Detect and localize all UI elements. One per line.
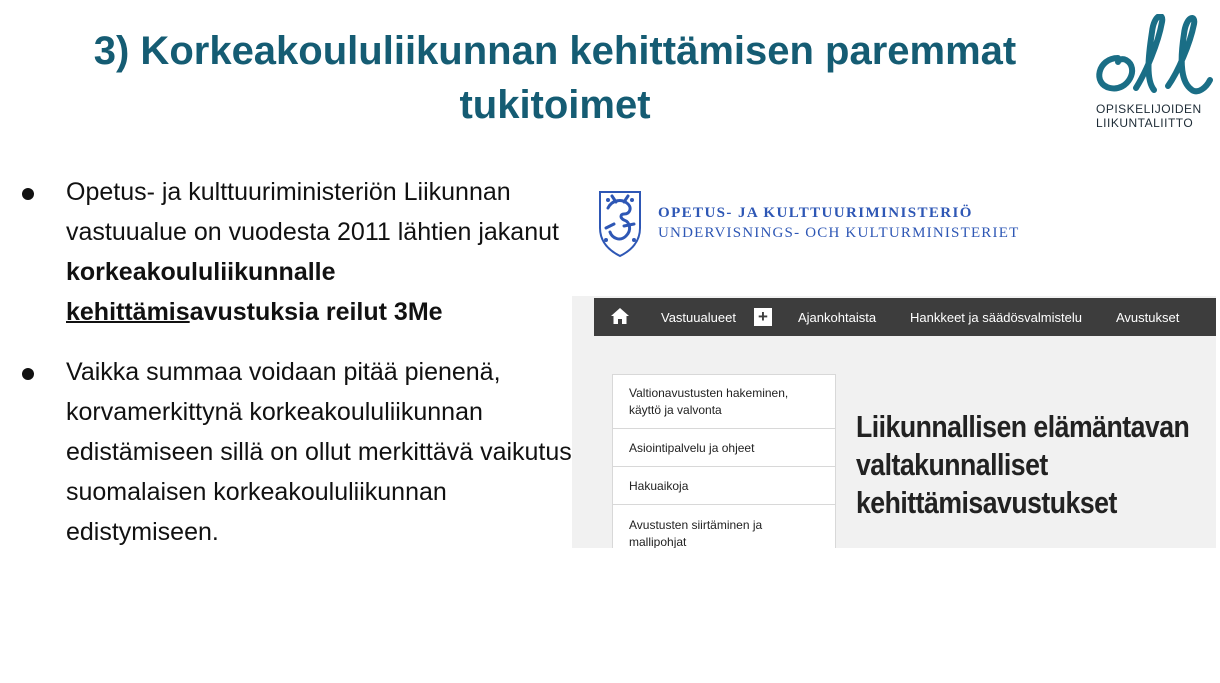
bullet-1-bold: korkeakoululiikunnalle: [66, 258, 336, 286]
home-icon[interactable]: [610, 307, 630, 325]
sidebar-item-hakuaikoja[interactable]: [613, 467, 835, 505]
nav-item-vastuualueet[interactable]: Vastuualueet: [661, 310, 736, 325]
sidebar-item-hakeminen[interactable]: [613, 375, 835, 429]
logo-text: [1096, 102, 1216, 130]
nav-item-hankkeet[interactable]: Hankkeet ja säädösvalmistelu: [910, 310, 1082, 325]
slide-title: 3) Korkeakoululiikunnan kehittämisen paremmat tukitoimet: [93, 29, 1017, 127]
oll-logo: [1088, 14, 1214, 138]
bullet-1-bold-end: avustuksia reilut 3Me: [189, 298, 443, 326]
bullet-dot: [22, 368, 34, 380]
nav-item-avustukset[interactable]: Avustukset: [1116, 310, 1180, 325]
bullet-1-text: Opetus- ja kulttuuriministeriön Liikunnan vastuualue on vuodesta 2011 lähtien jakanut: [66, 178, 559, 246]
crest-icon: [594, 188, 646, 258]
sidebar-item-label: Asiointipalvelu ja ohjeet: [629, 441, 755, 455]
sidebar-menu: [612, 374, 836, 548]
bullet-item-1: [20, 172, 585, 332]
website-screenshot: [572, 176, 1220, 548]
bullet-list: [20, 172, 585, 572]
slide-margin: [1216, 176, 1220, 548]
nav-item-ajankohtaista[interactable]: Ajankohtaista: [798, 310, 877, 325]
sidebar-item-label: Hakuaikoja: [629, 479, 689, 493]
content-title: Liikunnallisen elämäntavan valtakunnalliset kehittämisavustukset: [856, 409, 1190, 520]
logo-line-1: OPISKELIJOIDEN: [1096, 102, 1202, 116]
bullet-1-underlined: kehittämis: [66, 298, 190, 326]
ministry-name-sv: UNDERVISNINGS- OCH KULTURMINISTERIET: [658, 225, 1020, 241]
bullet-dot: [22, 188, 34, 200]
ministry-header: [572, 176, 1220, 296]
ministry-name-fi: OPETUS- JA KULTTUURIMINISTERIÖ: [658, 205, 973, 221]
oll-logo-icon: [1088, 14, 1214, 100]
sidebar-item-label: Avustusten siirtäminen ja mallipohjat: [629, 518, 763, 548]
bullet-item-2: [20, 352, 585, 552]
plus-icon[interactable]: +: [754, 308, 772, 326]
sidebar-item-label: Valtionavustusten hakeminen, käyttö ja valvonta: [629, 386, 789, 417]
logo-line-2: LIIKUNTALIITTO: [1096, 116, 1194, 130]
sidebar-item-siirtaminen[interactable]: [613, 505, 835, 548]
bullet-2-text: Vaikka summaa voidaan pitää pienenä, korvamerkittynä korkeakoululiikunnan edistämiseen sillä on ollut merkittävä vaikutus suomalaisen korkeakoululiikunnan edistymiseen.: [66, 358, 572, 546]
main-nav: [594, 298, 1220, 336]
sidebar-item-asiointipalvelu[interactable]: [613, 429, 835, 467]
